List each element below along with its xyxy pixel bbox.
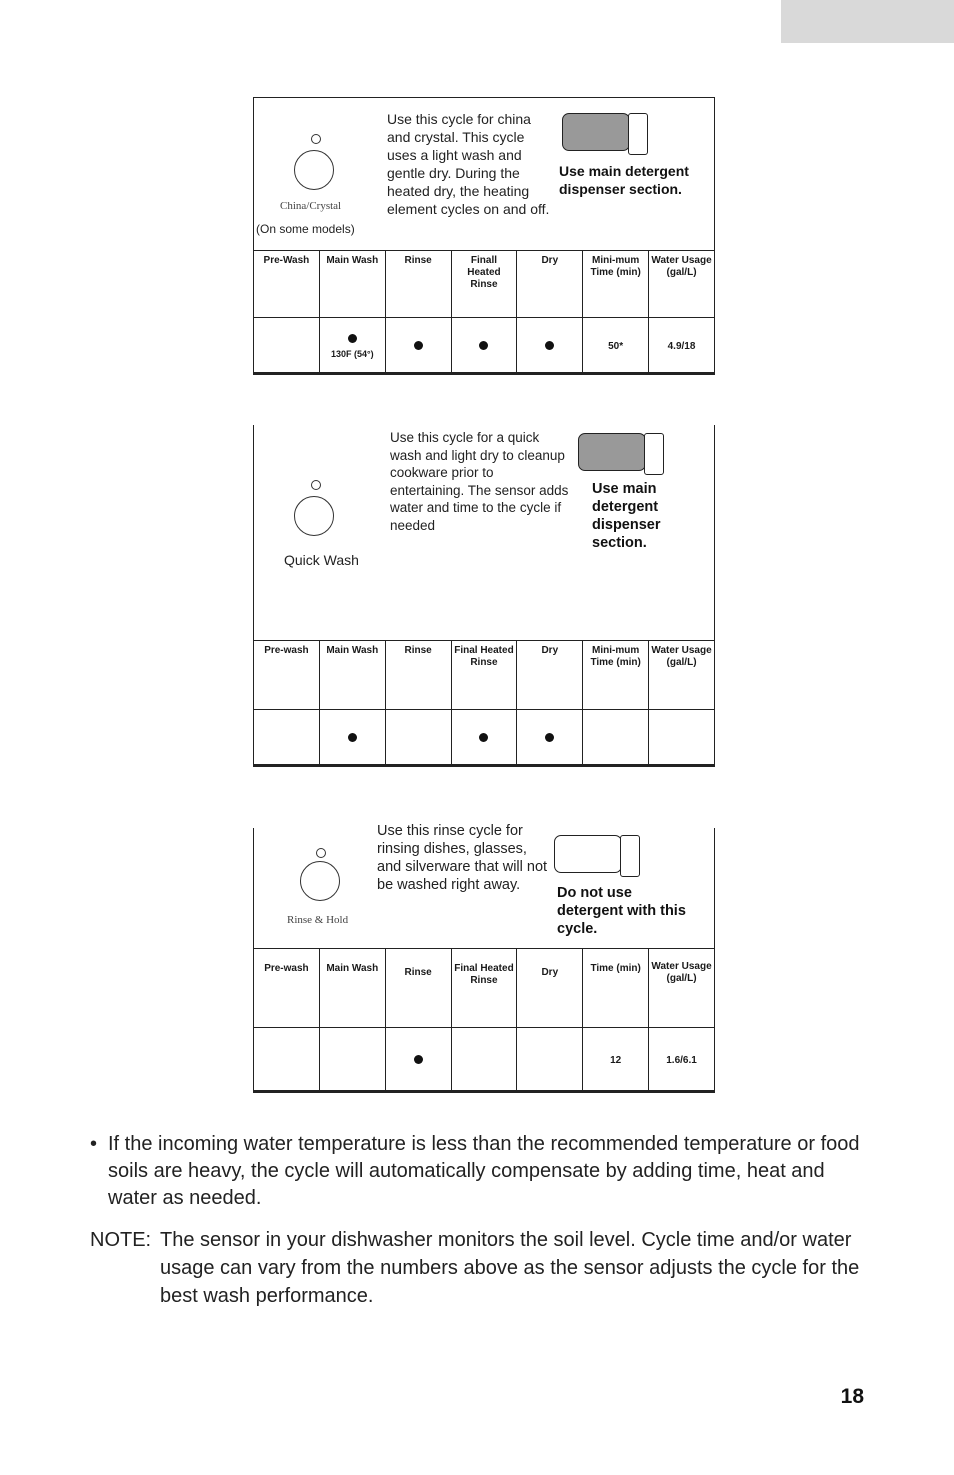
cycle-table bbox=[253, 250, 715, 375]
cycle-button-label: China/Crystal bbox=[280, 200, 342, 212]
detergent-dispenser-icon bbox=[562, 113, 652, 155]
cell-water bbox=[649, 710, 715, 766]
detergent-dispenser-icon bbox=[554, 835, 646, 877]
col-header-water: Water Usage (gal/L) bbox=[649, 949, 715, 1028]
col-header-water: Water Usage (gal/L) bbox=[649, 641, 715, 710]
cycle-description: Use this rinse cycle for rinsing dishes, glasses, and silverware that will not be washed right away. bbox=[377, 823, 548, 893]
cell-main-wash bbox=[319, 318, 385, 374]
table-row bbox=[254, 318, 715, 374]
step-dot-icon bbox=[348, 733, 357, 742]
cell-final-heated-rinse bbox=[451, 710, 517, 766]
detergent-dispenser-icon bbox=[578, 433, 668, 475]
availability-note: (On some models) bbox=[256, 222, 355, 236]
cell-main-wash bbox=[319, 710, 385, 766]
cycle-table bbox=[253, 948, 715, 1093]
col-header-main-wash: Main Wash bbox=[319, 251, 385, 318]
table-row bbox=[254, 710, 715, 766]
cell-final-heated-rinse bbox=[451, 1028, 517, 1092]
cell-prewash bbox=[254, 318, 320, 374]
note-text: The sensor in your dishwasher monitors the soil level. Cycle time and/or water usage can vary from the numbers above as the sensor adjusts the cycle for the best wash performance. bbox=[160, 1229, 860, 1307]
cycle-button-label: Quick Wash bbox=[284, 552, 359, 568]
dispenser-note: Use main detergent dispenser section. bbox=[559, 163, 689, 197]
cycle-info-box bbox=[253, 425, 715, 640]
col-header-rinse: Rinse bbox=[385, 251, 451, 318]
col-header-dry: Dry bbox=[517, 949, 583, 1028]
step-dot-icon bbox=[545, 341, 554, 350]
bullet-text: If the incoming water temperature is less than the recommended temperature or food soils are heavy, the cycle will automatically compensate by adding time, heat and water as needed. bbox=[108, 1133, 860, 1209]
cycle-button-label: Rinse & Hold bbox=[287, 914, 349, 926]
cell-dry bbox=[517, 318, 583, 374]
cell-prewash bbox=[254, 710, 320, 766]
cycle-description: Use this cycle for a quick wash and light dry to cleanup cookware prior to entertaining. The sensor adds water and time to the cycle if needed bbox=[390, 430, 569, 533]
col-header-final-heated-rinse: Final Heated Rinse bbox=[451, 641, 517, 710]
temperature-note: 130F (54°) bbox=[330, 349, 374, 359]
cell-main-wash bbox=[319, 1028, 385, 1092]
col-header-final-heated-rinse: Final Heated Rinse bbox=[451, 949, 517, 1028]
cycle-info-box bbox=[253, 97, 715, 250]
step-dot-icon bbox=[479, 733, 488, 742]
cell-dry bbox=[517, 710, 583, 766]
cell-time: 12 bbox=[583, 1028, 649, 1092]
cycle-panel-quick-wash bbox=[253, 425, 715, 767]
cell-final-heated-rinse bbox=[451, 318, 517, 374]
table-header-row bbox=[254, 949, 715, 1028]
cycle-button-icon bbox=[294, 150, 334, 190]
col-header-time: Mini-mum Time (min) bbox=[583, 251, 649, 318]
step-dot-icon bbox=[414, 1055, 423, 1064]
table-header-row bbox=[254, 251, 715, 318]
page-number: 18 bbox=[840, 1385, 864, 1408]
cell-time bbox=[583, 710, 649, 766]
cycle-info-box bbox=[253, 823, 715, 948]
col-header-prewash: Pre-wash bbox=[254, 949, 320, 1028]
table-row bbox=[254, 1028, 715, 1092]
col-header-time: Mini-mum Time (min) bbox=[583, 641, 649, 710]
bullet-mark: • bbox=[90, 1133, 98, 1155]
col-header-main-wash: Main Wash bbox=[319, 641, 385, 710]
col-header-rinse: Rinse bbox=[385, 641, 451, 710]
col-header-prewash: Pre-wash bbox=[254, 641, 320, 710]
cell-rinse bbox=[385, 1028, 451, 1092]
indicator-light-icon bbox=[311, 134, 321, 144]
indicator-light-icon bbox=[316, 848, 326, 858]
cycle-table bbox=[253, 640, 715, 767]
cell-prewash bbox=[254, 1028, 320, 1092]
cell-rinse bbox=[385, 318, 451, 374]
step-dot-icon bbox=[414, 341, 423, 350]
col-header-time: Time (min) bbox=[583, 949, 649, 1028]
cycle-button-icon bbox=[294, 496, 334, 536]
step-dot-icon bbox=[479, 341, 488, 350]
cycle-button-icon bbox=[300, 861, 340, 901]
col-header-prewash: Pre-Wash bbox=[254, 251, 320, 318]
cycle-panel-rinse-hold bbox=[253, 823, 715, 1093]
step-dot-icon bbox=[348, 334, 357, 343]
chapter-tab bbox=[781, 0, 954, 43]
dispenser-note: Do not use detergent with this cycle. bbox=[557, 885, 686, 937]
table-header-row bbox=[254, 641, 715, 710]
indicator-light-icon bbox=[311, 480, 321, 490]
cell-rinse bbox=[385, 710, 451, 766]
cell-water: 1.6/6.1 bbox=[649, 1028, 715, 1092]
col-header-water: Water Usage (gal/L) bbox=[649, 251, 715, 318]
cycle-panel-china-crystal bbox=[253, 97, 715, 375]
cell-time: 50* bbox=[583, 318, 649, 374]
step-dot-icon bbox=[545, 733, 554, 742]
compensation-bullet bbox=[90, 1131, 870, 1212]
col-header-final-heated-rinse: Finall Heated Rinse bbox=[451, 251, 517, 318]
col-header-rinse: Rinse bbox=[385, 949, 451, 1028]
col-header-dry: Dry bbox=[517, 251, 583, 318]
col-header-main-wash: Main Wash bbox=[319, 949, 385, 1028]
cycle-description: Use this cycle for china and crystal. This cycle uses a light wash and gentle dry. During the heated dry, the heating element cycles on and off. bbox=[387, 111, 550, 217]
dispenser-note: Use main detergent dispenser section. bbox=[592, 481, 661, 551]
col-header-dry: Dry bbox=[517, 641, 583, 710]
sensor-note bbox=[90, 1226, 870, 1310]
note-label: NOTE: bbox=[90, 1229, 152, 1251]
cell-dry bbox=[517, 1028, 583, 1092]
cell-water: 4.9/18 bbox=[649, 318, 715, 374]
